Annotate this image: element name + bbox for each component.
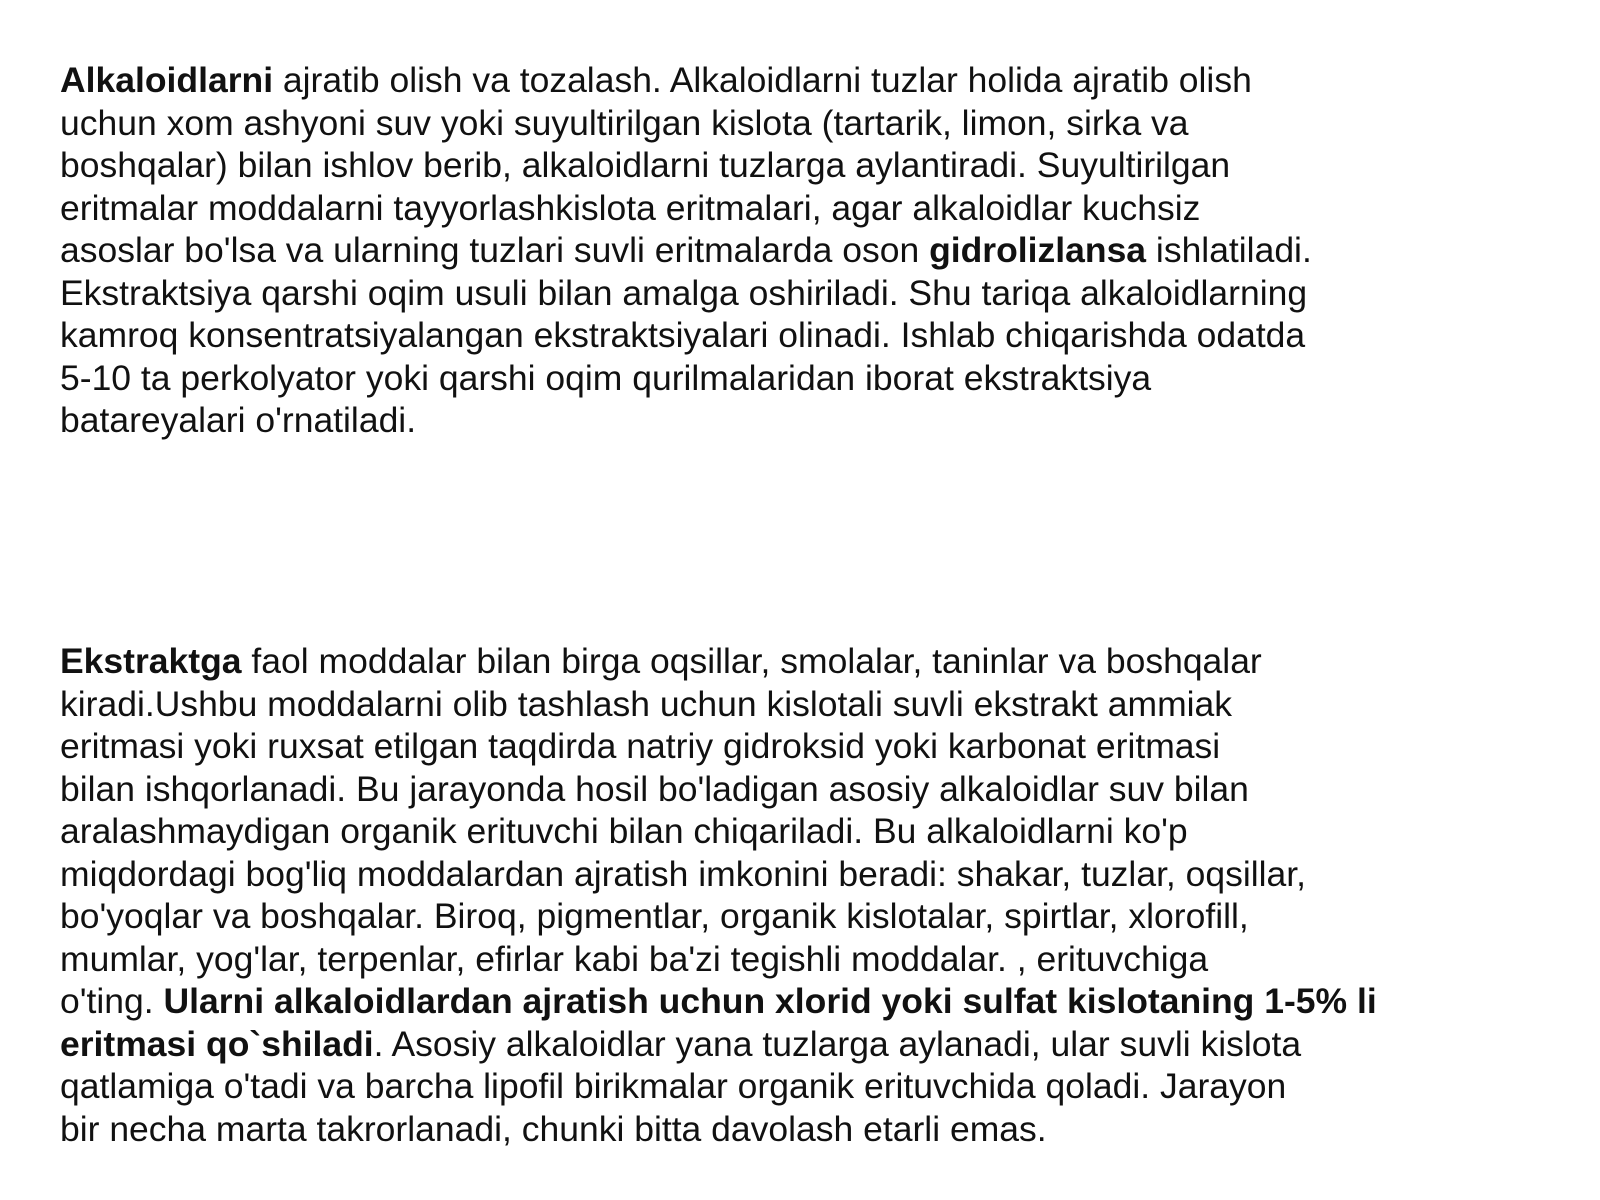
text-line [60, 229, 1580, 272]
text-line [60, 853, 1580, 896]
text-run: batareyalari o'rnatiladi. [60, 400, 417, 440]
text-run: bir necha marta takrorlanadi, chunki bitta davolash etarli emas. [60, 1108, 1047, 1149]
paragraph-alkaloid-extraction [60, 59, 1580, 442]
text-run: boshqalar) bilan ishlov berib, alkaloidlarni tuzlarga aylantiradi. Suyultirilgan [60, 145, 1231, 185]
bold-text-run: eritmasi qo`shiladi [60, 1023, 374, 1064]
text-line [60, 768, 1580, 811]
bold-text-run: Alkaloidlarni [60, 60, 274, 100]
text-run: 5-10 ta perkolyator yoki qarshi oqim qurilmalaridan iborat ekstraktsiya [60, 357, 1152, 398]
text-line [60, 59, 1580, 102]
text-line [60, 1065, 1580, 1108]
text-line [60, 144, 1580, 187]
text-line [60, 895, 1580, 938]
text-run: aralashmaydigan organik erituvchi bilan chiqariladi. Bu alkaloidlarni ko'p [60, 811, 1188, 851]
text-line [60, 187, 1580, 230]
text-run: qatlamiga o'tadi va barcha lipofil birikmalar organik erituvchida qoladi. Jarayon [60, 1066, 1287, 1106]
bold-text-run: Ekstraktga [60, 641, 242, 681]
text-run: eritmasi yoki ruxsat etilgan taqdirda natriy gidroksid yoki karbonat eritmasi [60, 726, 1221, 766]
text-line [60, 810, 1580, 853]
text-run: bilan ishqorlanadi. Bu jarayonda hosil bo'ladigan asosiy alkaloidlar suv bilan [60, 768, 1249, 809]
text-line [60, 314, 1580, 357]
text-line [60, 640, 1580, 683]
text-run: bo'yoqlar va boshqalar. Biroq, pigmentlar, organik kislotalar, spirtlar, xlorofill, [60, 896, 1249, 936]
text-line [60, 725, 1580, 768]
text-run: uchun xom ashyoni suv yoki suyultirilgan kislota (tartarik, limon, sirka va [60, 102, 1189, 143]
text-run: kamroq konsentratsiyalangan ekstraktsiyalari olinadi. Ishlab chiqarishda odatda [60, 315, 1306, 355]
text-run: ishlatiladi. [1146, 230, 1312, 270]
text-line [60, 399, 1580, 442]
paragraph-extract-purification [60, 640, 1580, 1150]
text-run: mumlar, yog'lar, terpenlar, efirlar kabi ba'zi tegishli moddalar. , erituvchiga [60, 938, 1209, 979]
text-line [60, 272, 1580, 315]
bold-text-run: Ularni alkaloidlardan ajratish uchun xlorid yoki sulfat kislotaning 1-5% li [163, 981, 1377, 1021]
text-run: miqdordagi bog'liq moddalardan ajratish imkonini beradi: shakar, tuzlar, oqsillar, [60, 853, 1307, 894]
text-run: ajratib olish va tozalash. Alkaloidlarni tuzlar holida ajratib olish [273, 60, 1252, 100]
text-line [60, 683, 1580, 726]
bold-text-run: gidrolizlansa [929, 230, 1147, 270]
text-run: . Asosiy alkaloidlar yana tuzlarga aylanadi, ular suvli kislota [373, 1023, 1302, 1064]
text-line [60, 102, 1580, 145]
text-run: kiradi.Ushbu moddalarni olib tashlash uchun kislotali suvli ekstrakt ammiak [60, 683, 1233, 724]
text-line [60, 1108, 1580, 1151]
text-line [60, 357, 1580, 400]
text-run: Ekstraktsiya qarshi oqim usuli bilan amalga oshiriladi. Shu tariqa alkaloidlarning [60, 272, 1308, 313]
text-run: o'ting. [60, 981, 164, 1021]
text-line [60, 980, 1580, 1023]
text-run: eritmalar moddalarni tayyorlashkislota eritmalari, agar alkaloidlar kuchsiz [60, 187, 1201, 228]
text-run: faol moddalar bilan birga oqsillar, smolalar, taninlar va boshqalar [241, 641, 1262, 681]
text-line [60, 1023, 1580, 1066]
text-run: asoslar bo'lsa va ularning tuzlari suvli eritmalarda oson [60, 230, 930, 270]
text-line [60, 938, 1580, 981]
